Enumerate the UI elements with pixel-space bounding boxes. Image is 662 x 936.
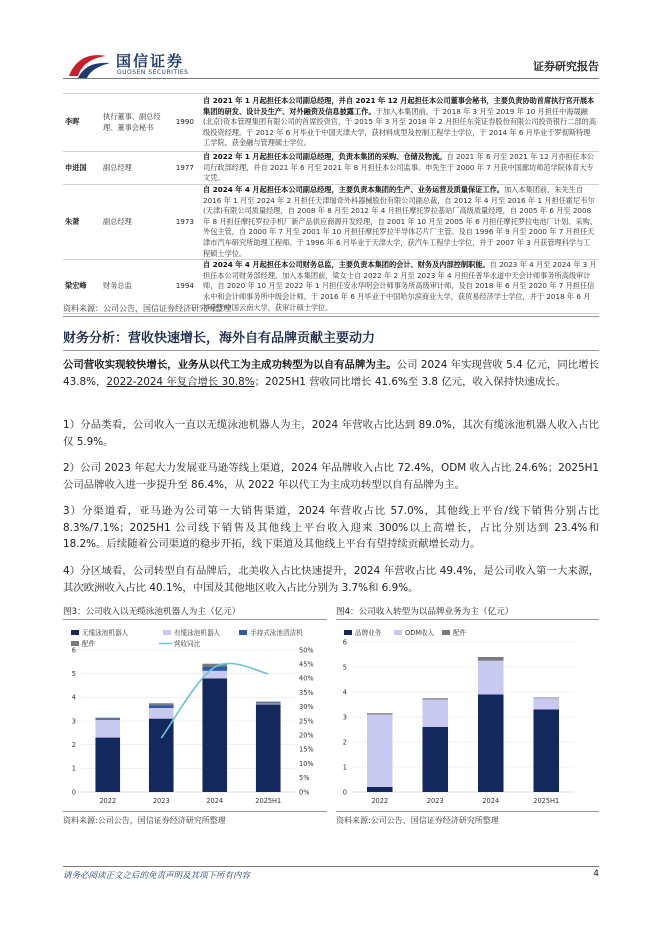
table-row — [63, 185, 599, 260]
management-table — [63, 93, 599, 314]
bar-segment — [95, 720, 120, 738]
bar-segment — [149, 705, 174, 708]
figure-3-title: 图3：公司收入以无缆泳池机器人为主（亿元） — [63, 607, 241, 617]
birth-year: 1990 — [175, 117, 194, 127]
footer-divider — [63, 866, 599, 867]
bio-detail: 于加入本集团前，于 2018 年 3 月至 2019 年 10 月担任中海晟融(北京)资本管理集团有限公司的首席投资官，于 2015 年 3 月至 2018 年 2 月担任东莞证券股份有限公司投资银行二部的高级投资经理。于 2012 年 6 月毕业于中国天津大学，获材料成型及控制工程学士学位，于 2014 年 6 月毕业于罗彻斯特理工学院，获金融与管理硕士学位。 — [203, 106, 597, 148]
x-tick-label: 2023 — [152, 797, 170, 805]
y-tick-label: 5 — [342, 663, 347, 672]
bio-detail: 自 2023 年 4 月至 2024 年 3 月担任本公司财务部经理。加入本集团前，梁女士自 2022 年 2 月至 2023 年 4 月担任普华永道中天会计师事务所高级审计师，自 2020 年 10 月至 2022 年 1 月担任安永华明会计师事务所高级审计师，及自 2018 年 6 月至 2020 年 7 月担任信永中和会计师事务所中级会计师。于 2016 年 6 月毕业于中国哈尔滨商业大学，获贸易经济学士学位，并于 2018 年 6 月毕业于中国云南大学，获审计硕士学位。 — [203, 260, 597, 312]
legend-swatch — [163, 630, 171, 635]
y-tick-label: 4 — [342, 688, 347, 697]
legend-label: 品牌业务 — [355, 629, 382, 637]
bar-segment — [95, 738, 120, 792]
paragraph-region: 4）分区域看，公司转型自有品牌后，北美收入占比快速提升，2024 年营收占比 49.4%，是公司收入第一大来源，其次欧洲收入占比 40.1%，中国及其他地区收入占比分别为 3.7%和 6.9%。 — [63, 565, 599, 594]
birth-year: 1973 — [175, 216, 194, 226]
paragraph-text: 公司 2024 年实现营收 5.4 亿元，同比增长 43.8%， — [63, 359, 599, 388]
person-bio — [199, 260, 599, 314]
bio-highlight: 自 2021 年 1 月起担任本公司副总经理，并自 2021 年 12 月起担任本公司董事会秘书，主要负责协助首席执行官开展本集团的研发、设计及生产、对外融资及信息披露工作。 — [203, 96, 595, 116]
legend-label: 无缆泳池机器人 — [82, 629, 129, 637]
paragraph-lead: 公司营收实现较快增长，业务从以代工为主成功转型为以自有品牌为主。 — [63, 359, 397, 371]
y-tick-label: 6 — [71, 646, 76, 655]
bar-segment — [202, 678, 227, 792]
bar-segment — [149, 708, 174, 719]
divider — [63, 811, 327, 812]
disclaimer-note: 请务必阅读正文之后的免责声明及其项下所有内容 — [63, 871, 251, 881]
figure-3-source: 资料来源:公司公告，国信证券经济研究所整理 — [63, 816, 226, 825]
header-divider — [63, 78, 599, 79]
figure-4-title: 图4：公司收入转型为以品牌业务为主（亿元） — [336, 607, 514, 617]
divider — [336, 619, 599, 620]
birth-year: 1977 — [175, 162, 194, 172]
paragraph-underlined: 2022-2024 年复合增长 30.8% — [106, 375, 255, 388]
divider — [336, 811, 599, 812]
legend-swatch — [71, 641, 79, 646]
x-tick-label: 2024 — [482, 797, 500, 805]
legend-swatch — [344, 630, 352, 635]
bar-segment — [149, 719, 174, 792]
y-tick-label: 5 — [71, 669, 76, 678]
paragraph-channel: 3）分渠道看，亚马逊为公司第一大销售渠道，2024 年营收占比 57.0%，其他线上平台/线下销售分别占比 8.3%/7.1%；2025H1 公司线下销售及其他线上平台收入迎来 300%以上高增长，占比分别达到 23.4%和 18.2%。后续随着公司渠道的稳步开拓，线下渠道及其他线上平台有望持续贡献增长动力。 — [63, 505, 599, 550]
bar-segment — [367, 715, 393, 788]
legend-swatch — [71, 630, 79, 635]
bar-segment — [422, 698, 448, 699]
paragraph-text: ；2025H1 营收同比增长 41.6%至 3.8 亿元，收入保持快速成长。 — [254, 375, 567, 388]
page-number: 4 — [593, 869, 599, 879]
bar-segment — [533, 698, 559, 709]
x-tick-label: 2022 — [371, 797, 389, 805]
legend-label: 配件 — [82, 640, 96, 648]
bar-segment — [256, 703, 281, 704]
y-tick-label: 3 — [71, 717, 76, 726]
y-tick-label: 2 — [342, 738, 347, 747]
legend-swatch — [442, 630, 450, 635]
legend-label: 配件 — [453, 629, 467, 637]
person-name: 申进国 — [65, 162, 87, 172]
table-row — [63, 94, 599, 152]
y-tick-label: 1 — [71, 764, 76, 773]
person-bio — [199, 152, 599, 185]
figure-4-chart — [336, 622, 599, 810]
bar-segment — [533, 710, 559, 793]
y-tick-label: 2 — [71, 740, 76, 749]
logo-english: GUOSEN SECURITIES — [117, 69, 189, 76]
bar-segment — [256, 703, 281, 704]
person-name: 朱萧 — [65, 216, 80, 226]
figure-3-chart — [63, 622, 327, 810]
y-tick-label: 3 — [342, 713, 347, 722]
section-title: 财务分析：营收快速增长，海外自有品牌贡献主要动力 — [63, 331, 376, 346]
y2-tick-label: 0% — [299, 788, 310, 797]
bar-segment — [533, 698, 559, 699]
y-tick-label: 0 — [342, 788, 347, 797]
x-tick-label: 2022 — [99, 797, 117, 805]
y-tick-label: 1 — [342, 763, 347, 772]
legend-label: 手持式泳池清洁机 — [250, 629, 303, 637]
bar-segment — [478, 657, 504, 661]
y2-tick-label: 15% — [299, 745, 314, 754]
bar-segment — [367, 787, 393, 792]
person-position: 副总经理 — [103, 162, 132, 172]
y-tick-label: 6 — [342, 638, 347, 647]
birth-year: 1994 — [175, 281, 194, 291]
bio-highlight: 自 2022 年 1 月起担任本公司副总经理，负责本集团的采购、仓储及物流。 — [203, 152, 447, 162]
person-name: 梁宏峰 — [65, 281, 87, 291]
section-divider — [63, 350, 599, 351]
paragraph-summary — [63, 357, 599, 390]
bar-segment — [256, 704, 281, 792]
person-position: 执行董事、副总经理、董事会秘书 — [103, 111, 161, 132]
paragraph-brand: 2）公司 2023 年起大力发展亚马逊等线上渠道，2024 年品牌收入占比 72.4%，ODM 收入占比 24.6%；2025H1 公司品牌收入进一步提升至 86.4%，从 2022 年以代工为主成功转型以自有品牌为主。 — [63, 462, 599, 491]
table-source: 资料来源：公司公告，国信证券经济研究所整理 — [63, 304, 231, 313]
report-type: 证券研究报告 — [533, 60, 599, 73]
bio-highlight: 自 2024 年 4 月起担任本公司财务总监，主要负责本集团的会计、财务及内部控制职能。 — [203, 260, 490, 270]
x-tick-label: 2025H1 — [533, 797, 560, 805]
bar-segment — [149, 703, 174, 705]
y-tick-label: 4 — [71, 693, 76, 702]
figure-4-source: 资料来源:公司公告、国信证券经济研究所整理 — [336, 816, 499, 825]
paragraph-category: 1）分品类看，公司收入一直以无缆泳池机器人为主，2024 年营收占比达到 89.0%，其次有缆泳池机器人收入占比仅 5.9%。 — [63, 419, 599, 448]
x-tick-label: 2024 — [206, 797, 224, 805]
y-tick-label: 0 — [71, 788, 76, 797]
bar-segment — [95, 718, 120, 719]
legend-label: 有缆泳池机器人 — [174, 629, 221, 637]
x-tick-label: 2025H1 — [255, 797, 282, 805]
bar-segment — [422, 727, 448, 792]
y2-tick-label: 45% — [299, 660, 314, 669]
legend-label: 营收同比 — [174, 640, 201, 648]
person-name: 李晖 — [65, 117, 80, 127]
y2-tick-label: 10% — [299, 759, 314, 768]
bar-segment — [478, 695, 504, 793]
table-row — [63, 152, 599, 185]
y2-tick-label: 30% — [299, 703, 314, 712]
bar-segment — [256, 702, 281, 703]
y2-tick-label: 25% — [299, 717, 314, 726]
legend-swatch — [239, 630, 247, 635]
logo-text: 国信证券 — [116, 52, 185, 70]
legend-swatch — [394, 630, 402, 635]
person-position: 财务总监 — [103, 281, 132, 291]
y2-tick-label: 35% — [299, 688, 314, 697]
y2-tick-label: 5% — [299, 774, 310, 783]
bar-segment — [95, 718, 120, 719]
bar-segment — [478, 661, 504, 695]
bio-detail: 加入本集团前，朱先生自 2016 年 1 月至 2024 年 2 月担任天津瑞奇外科器械股份有限公司副总裁，自 2012 年 4 月至 2016 年 1 月担任霍尼韦尔(天津)有限公司质量经理，自 2008 年 8 月至 2012 年 4 月担任摩托罗拉基站厂高级质量经理，自 2005 年 6 月至 2008 年 8 月担任摩托罗拉手机厂新产品供应商源开发经理，自 2001 年 10 月至 2005 年 6 月担任摩托罗拉电池厂计划、采购、外包主管，自 2000 年 7 月至 2001 年 10 月担任摩托罗拉半导体芯片厂主管。及自 1996 年 9 月至 2000 年 7 月担任天津市汽车研究所助理工程师。于 1996 年 6 月毕业于天津大学，获汽车工程学士学位，并于 2007 年 3 月获管理科学与工程硕士学位。 — [203, 185, 597, 258]
y2-tick-label: 40% — [299, 674, 314, 683]
y2-tick-label: 20% — [299, 731, 314, 740]
bar-segment — [367, 713, 393, 714]
y2-tick-label: 50% — [299, 646, 314, 655]
legend-label: ODM收入 — [405, 629, 435, 637]
person-bio — [199, 94, 599, 152]
bio-highlight: 自 2024 年 4 月起担任本公司副总经理，主要负责本集团的生产、业务运营及质量保证工作。 — [203, 185, 504, 194]
bar-segment — [422, 700, 448, 728]
person-position: 副总经理 — [103, 216, 132, 226]
person-bio — [199, 185, 599, 260]
divider — [63, 316, 599, 317]
divider — [63, 619, 327, 620]
x-tick-label: 2023 — [426, 797, 444, 805]
bio-detail: 自 2021 年 6 月至 2021 年 12 月亦担任本公司行政部经理，并自 2021 年 6 月至 2021 年 8 月担任本公司监事。申先生于 2000 年 7 月获中国廊坊师范学院体育大专文凭。 — [203, 152, 595, 183]
